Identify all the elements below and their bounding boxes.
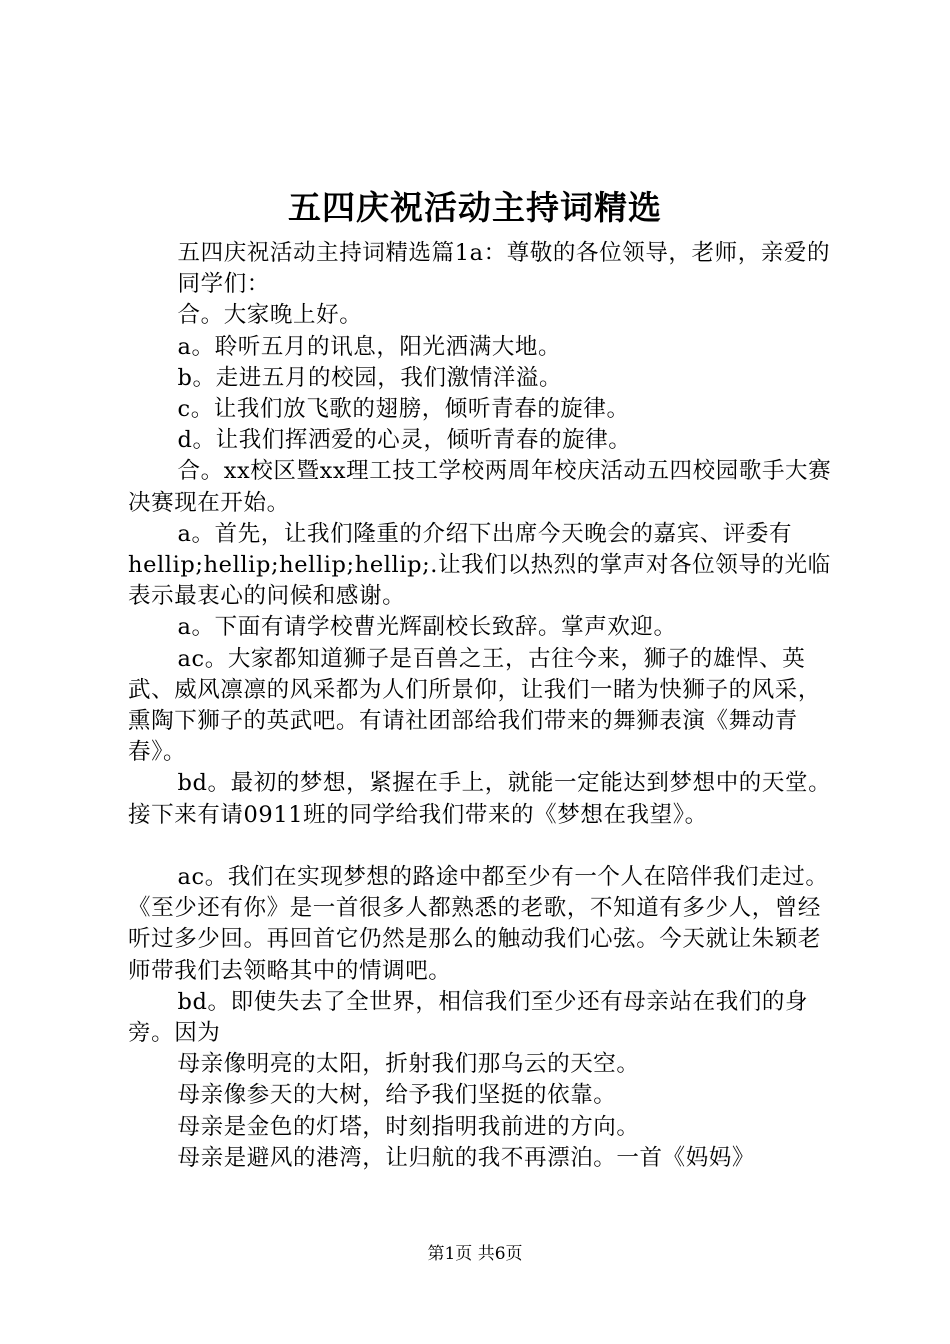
paragraph: a。首先，让我们隆重的介绍下出席今天晚会的嘉宾、评委有hellip;hellip;hellip;hellip;.让我们以热烈的掌声对各位领导的光临表示最衷心的问候和感谢。 [128, 520, 831, 610]
document-body [128, 238, 833, 1174]
paragraph: ac。大家都知道狮子是百兽之王，古往今来，狮子的雄悍、英武、威风凛凛的风采都为人们所景仰，让我们一睹为快狮子的风采，熏陶下狮子的英武吧。有请社团部给我们带来的舞狮表演《舞动青春》。 [128, 645, 822, 766]
blank-line [128, 831, 833, 862]
paragraph: bd。最初的梦想，紧握在手上，就能一定能达到梦想中的天堂。接下来有请0911班的同学给我们带来的《梦想在我望》。 [128, 770, 832, 828]
paragraph: c。让我们放飞歌的翅膀，倾听青春的旋律。 [177, 396, 630, 423]
paragraph: d。让我们挥洒爱的心灵，倾听青春的旋律。 [177, 427, 632, 454]
paragraph: 同学们： [177, 271, 270, 298]
paragraph: 母亲像明亮的太阳，折射我们那乌云的天空。 [177, 1051, 640, 1078]
paragraph: 母亲是金色的灯塔，时刻指明我前进的方向。 [177, 1113, 640, 1140]
paragraph: b。走进五月的校园，我们激情洋溢。 [177, 364, 563, 391]
paragraph: a。聆听五月的讯息，阳光洒满大地。 [177, 333, 562, 360]
paragraph: 母亲像参天的大树，给予我们坚挺的依靠。 [177, 1082, 617, 1109]
paragraph: 合。大家晚上好。 [177, 302, 363, 329]
page-footer: 第1页 共6页 [427, 1244, 523, 1264]
document-title: 五四庆祝活动主持词精选 [288, 188, 662, 227]
paragraph: a。下面有请学校曹光辉副校长致辞。掌声欢迎。 [177, 614, 677, 641]
paragraph: 五四庆祝活动主持词精选篇1a：尊敬的各位领导，老师，亲爱的 [177, 240, 831, 266]
paragraph: 母亲是避风的港湾，让归航的我不再漂泊。一首《妈妈》 [177, 1144, 756, 1171]
paragraph: 合。xx校区暨xx理工技工学校两周年校庆活动五四校园歌手大赛决赛现在开始。 [128, 458, 832, 516]
paragraph: bd。即使失去了全世界，相信我们至少还有母亲站在我们的身旁。因为 [128, 988, 809, 1047]
paragraph: ac。我们在实现梦想的路途中都至少有一个人在陪伴我们走过。《至少还有你》是一首很多人都熟悉的老歌，不知道有多少人，曾经听过多少回。再回首它仍然是那么的触动我们心弦。今天就让朱颖老师带我们去领略其中的情调吧。 [128, 864, 829, 984]
